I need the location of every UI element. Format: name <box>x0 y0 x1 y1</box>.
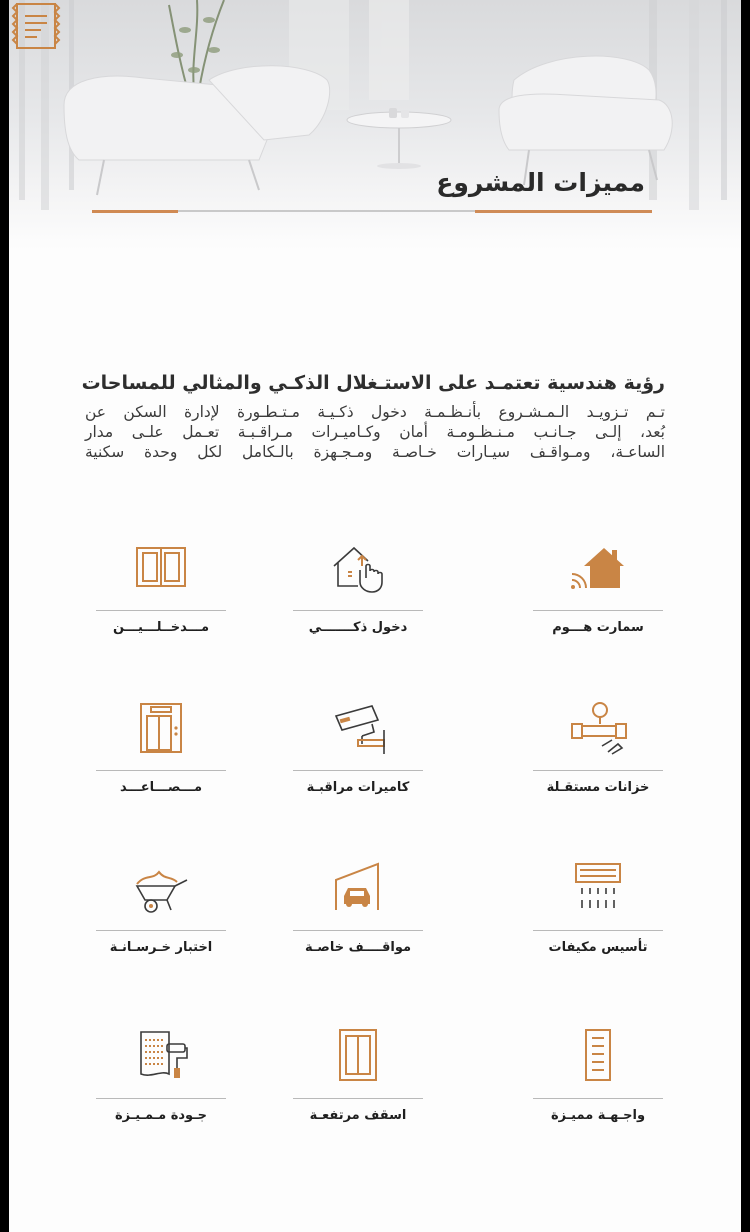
page-title: مميزات المشروع <box>436 168 645 197</box>
feature-divider <box>533 930 663 931</box>
feature-two-entrances <box>96 540 226 650</box>
concrete-wheelbarrow-icon <box>131 860 191 916</box>
feature-divider <box>96 930 226 931</box>
feature-divider <box>293 610 423 611</box>
feature-smart-entry <box>293 540 423 650</box>
feature-label: دخول ذكـــــــي <box>308 620 408 635</box>
feature-divider <box>96 770 226 771</box>
feature-divider <box>293 1098 423 1099</box>
feature-label: مـــصـــاعـــد <box>119 780 203 795</box>
feature-divider <box>533 610 663 611</box>
intro-line: بُعد، إلـى جـانـب مـنـظـومـة أمان وكـاميـرات مـراقـبـة تعـمل علـى مدار <box>85 423 665 441</box>
feature-label: واجـهـة مميـزة <box>550 1108 646 1123</box>
document-icon <box>9 0 65 54</box>
feature-high-ceilings <box>293 1028 423 1138</box>
feature-water-tanks <box>533 700 663 810</box>
feature-divider <box>96 610 226 611</box>
feature-divider <box>293 770 423 771</box>
feature-facade <box>533 1028 663 1138</box>
feature-concrete-testing <box>96 860 226 970</box>
feature-label: مواقــــف خاصـة <box>304 940 412 955</box>
hero-banner <box>9 0 741 250</box>
elevator-icon <box>131 700 191 756</box>
private-parking-icon <box>328 860 388 916</box>
smart-entry-icon <box>328 540 388 596</box>
feature-label: خزانات مستقـلة <box>546 780 650 795</box>
security-camera-icon <box>328 700 388 756</box>
facade-icon <box>568 1028 628 1084</box>
feature-smart-home <box>533 540 663 650</box>
intro-body <box>85 402 665 462</box>
feature-premium-quality <box>96 1028 226 1138</box>
quality-paint-icon <box>131 1028 191 1084</box>
intro-line: الساعـة، ومـواقـف سيـارات خـاصـة ومـجـهزة بالـكامل لكل وحدة سكنية <box>85 443 665 461</box>
intro-heading: رؤية هندسية تعتمـد على الاستـغلال الذكـي والمثالي للمساحات <box>81 372 665 394</box>
feature-label: اسقف مرتفعـة <box>309 1108 407 1123</box>
feature-label: كاميرات مراقبـة <box>306 780 410 795</box>
intro-section <box>81 368 665 462</box>
feature-security-cameras <box>293 700 423 810</box>
screen-edge-right <box>741 0 750 1232</box>
feature-label: مـــدخــلـــيـــن <box>112 620 210 635</box>
feature-divider <box>293 930 423 931</box>
feature-divider <box>96 1098 226 1099</box>
title-accent-left <box>92 210 178 213</box>
feature-label: تأسيس مكيفات <box>548 940 648 955</box>
water-tank-icon <box>568 700 628 756</box>
screen-edge-left <box>0 0 9 1232</box>
feature-label: سمارت هـــوم <box>552 620 644 635</box>
title-accent-right <box>475 210 652 213</box>
double-door-icon <box>131 540 191 596</box>
feature-ac-installation <box>533 860 663 970</box>
feature-divider <box>533 1098 663 1099</box>
feature-elevators <box>96 700 226 810</box>
intro-line: تـم تـزويـد الـمـشـروع بأنـظـمـة دخول ذكـيـة مـتـطـورة لإدارة السكن عن <box>85 403 665 421</box>
high-ceiling-icon <box>328 1028 388 1084</box>
feature-private-parking <box>293 860 423 970</box>
feature-label: اختبار خـرسـانـة <box>109 940 213 955</box>
feature-divider <box>533 770 663 771</box>
smart-home-icon <box>568 540 628 596</box>
air-conditioner-icon <box>568 860 628 916</box>
feature-label: جـودة مـمـيـزة <box>115 1108 207 1123</box>
